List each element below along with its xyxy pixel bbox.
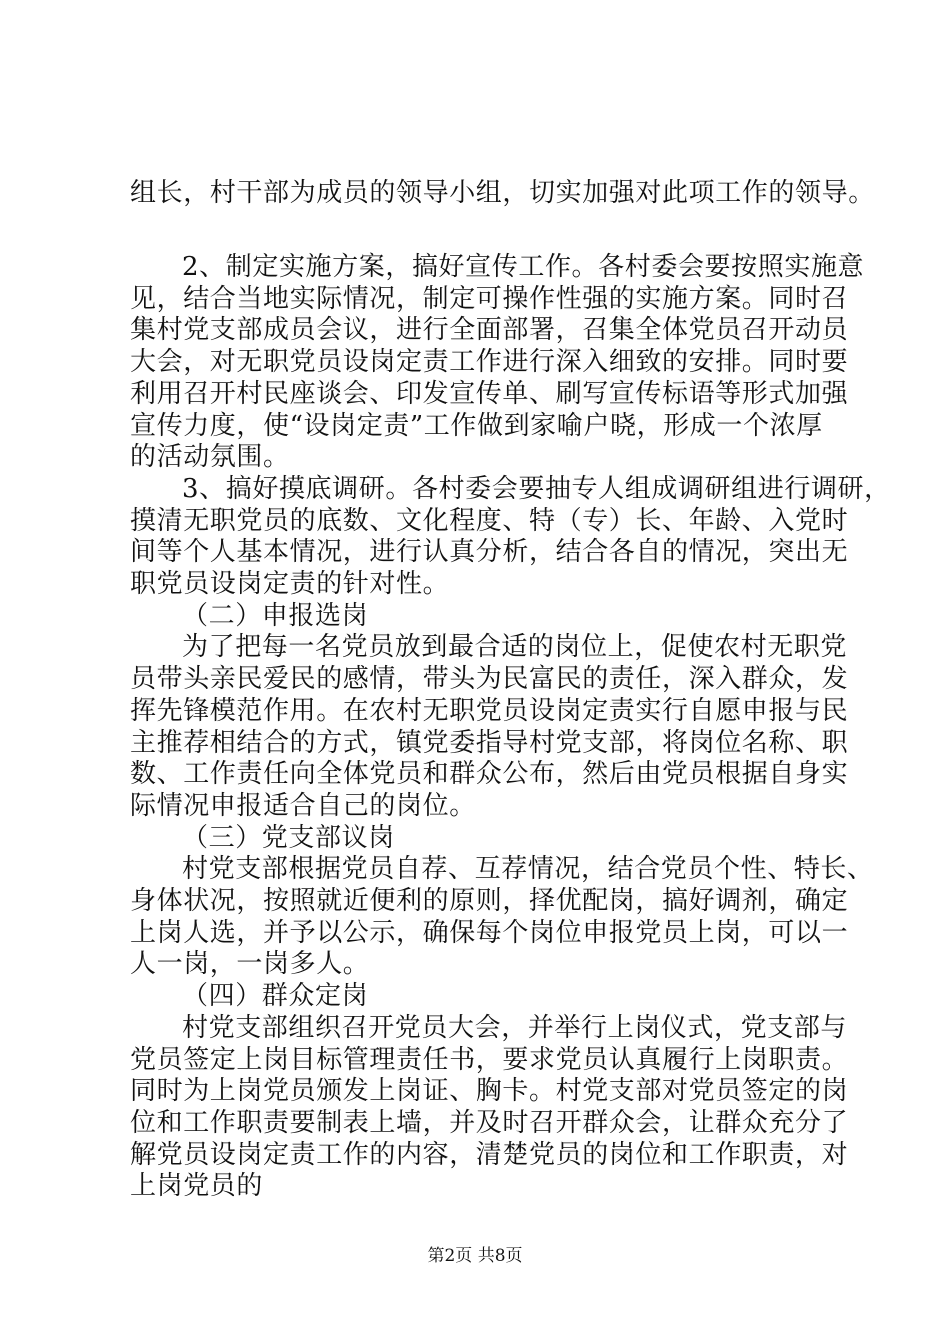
paragraph-line: 解党员设岗定责工作的内容，清楚党员的岗位和工作职责，对 bbox=[130, 1140, 849, 1170]
section-heading: （四）群众定岗 bbox=[182, 981, 369, 1011]
paragraph-line: 利用召开村民座谈会、印发宣传单、刷写宣传标语等形式加强 bbox=[130, 379, 849, 409]
section-heading: （三）党支部议岗 bbox=[182, 823, 395, 853]
paragraph-line: 主推荐相结合的方式，镇党委指导村党支部，将岗位名称、职 bbox=[130, 728, 849, 758]
paragraph-line: 上岗党员的 bbox=[130, 1171, 264, 1201]
paragraph-line: 摸清无职党员的底数、文化程度、特（专）长、年龄、入党时 bbox=[130, 506, 849, 536]
paragraph-line: 同时为上岗党员颁发上岗证、胸卡。村党支部对党员签定的岗 bbox=[130, 1076, 849, 1106]
paragraph-line: 上岗人选，并予以公示，确保每个岗位申报党员上岗，可以一 bbox=[130, 918, 849, 948]
paragraph-line: 数、工作责任向全体党员和群众公布，然后由党员根据自身实 bbox=[130, 759, 849, 789]
paragraph-line: 宣传力度，使“设岗定责”工作做到家喻户晓，形成一个浓厚 bbox=[130, 411, 823, 441]
paragraph-line: 际情况申报适合自己的岗位。 bbox=[130, 791, 476, 821]
paragraph-line: 人一岗，一岗多人。 bbox=[130, 949, 370, 979]
paragraph-line: 村党支部根据党员自荐、互荐情况，结合党员个性、特长、 bbox=[182, 854, 874, 884]
paragraph-line: 3、搞好摸底调研。各村委会要抽专人组成调研组进行调研， bbox=[182, 474, 891, 504]
paragraph-line: 挥先锋模范作用。在农村无职党员设岗定责实行自愿申报与民 bbox=[130, 696, 849, 726]
page-footer: 第2页 共8页 bbox=[427, 1246, 523, 1266]
paragraph-line: 为了把每一名党员放到最合适的岗位上，促使农村无职党 bbox=[182, 632, 848, 662]
paragraph-line: 村党支部组织召开党员大会，并举行上岗仪式，党支部与 bbox=[182, 1013, 848, 1043]
paragraph-line: 集村党支部成员会议，进行全面部署，召集全体党员召开动员 bbox=[130, 315, 849, 345]
paragraph-line: 身体状况，按照就近便利的原则，择优配岗，搞好调剂，确定 bbox=[130, 886, 849, 916]
paragraph-line: 见，结合当地实际情况，制定可操作性强的实施方案。同时召 bbox=[130, 284, 849, 314]
paragraph-line: 的活动氛围。 bbox=[130, 442, 290, 472]
paragraph-line: 大会，对无职党员设岗定责工作进行深入细致的安排。同时要 bbox=[130, 347, 849, 377]
paragraph-line: 党员签定上岗目标管理责任书，要求党员认真履行上岗职责。 bbox=[130, 1045, 849, 1075]
paragraph-line: 位和工作职责要制表上墙，并及时召开群众会，让群众充分了 bbox=[130, 1108, 849, 1138]
paragraph-line: 职党员设岗定责的针对性。 bbox=[130, 569, 450, 599]
paragraph-line: 2、制定实施方案，搞好宣传工作。各村委会要按照实施意 bbox=[182, 252, 865, 282]
paragraph-line: 员带头亲民爱民的感情，带头为民富民的责任，深入群众，发 bbox=[130, 664, 849, 694]
section-heading: （二）申报选岗 bbox=[182, 601, 369, 631]
paragraph-line: 组长，村干部为成员的领导小组，切实加强对此项工作的领导。 bbox=[130, 178, 875, 208]
paragraph-line: 间等个人基本情况，进行认真分析，结合各自的情况，突出无 bbox=[130, 537, 849, 567]
